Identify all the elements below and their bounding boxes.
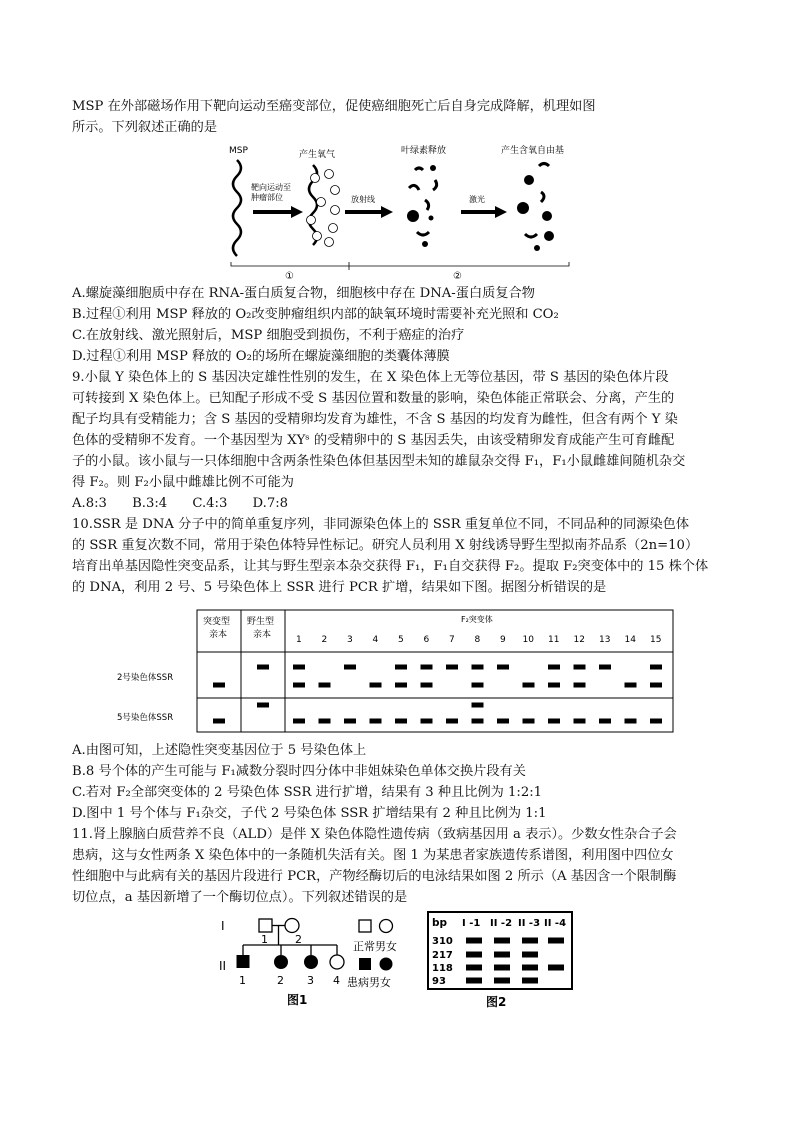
gel-band — [522, 952, 538, 958]
chlorophyll-label: 叶绿素释放 — [401, 146, 447, 156]
pedigree-ii2 — [274, 955, 288, 969]
gel-band — [522, 938, 538, 944]
gel-band — [494, 978, 510, 984]
col-f2: F₂突变体 — [461, 615, 493, 624]
col-mutant-1: 突变型 — [203, 617, 231, 627]
q9-line3: 配子均具有受精能力；含 S 基因的受精卵均发育为雄性，不含 S 基因的均发育为雌性，但含有两个 Y 染 — [72, 412, 678, 427]
q8-stem-line2: 所示。下列叙述正确的是 — [72, 120, 218, 135]
gel-size-label: 93 — [432, 976, 446, 987]
ssr-band — [370, 683, 382, 688]
q9-options: A.8:3 B.3:4 C.4:3 D.7:8 — [72, 496, 289, 511]
ssr-band — [650, 719, 662, 724]
col-wild-2: 亲本 — [253, 630, 272, 640]
ssr-band — [472, 665, 484, 670]
ssr-band — [370, 719, 382, 724]
ssr-band — [213, 719, 225, 724]
gel-lane-label: II -4 — [544, 918, 567, 929]
target-label-1: 靶向运动至 — [251, 183, 291, 192]
gel-lane-label: I -1 — [462, 918, 481, 929]
pedigree-ii3-num: 3 — [307, 974, 314, 987]
ssr-band — [497, 719, 509, 724]
gel-band — [494, 938, 510, 944]
pedigree-ii1-num: 1 — [239, 974, 246, 987]
gel-band — [466, 952, 482, 958]
fig2-caption: 图2 — [486, 995, 507, 1009]
pedigree-ii3 — [304, 955, 318, 969]
ssr-band — [650, 683, 662, 688]
msp-label: MSP — [229, 146, 248, 156]
ssr-band — [319, 683, 331, 688]
q10-line2: 的 SSR 重复次数不同，常用于染色体特异性标记。研究人员利用 X 射线诱导野生型拟南芥品系（2n=10） — [72, 538, 699, 553]
gel-band — [466, 965, 482, 971]
legend-normal-male — [359, 920, 371, 932]
q10-option-c: C.若对 F₂全部突变体的 2 号染色体 SSR 进行扩增，结果有 3 种且比例为 1:2:1 — [72, 785, 543, 800]
f2-column-number: 14 — [624, 635, 636, 645]
q11-line4: 切位点，a 基因新增了一个酶切位点）。下列叙述错误的是 — [72, 890, 408, 905]
q8-stem-line1: MSP 在外部磁场作用下靶向运动至癌变部位，促使癌细胞死亡后自身完成降解，机理如图 — [72, 99, 596, 114]
gel-size-label: 310 — [432, 936, 453, 947]
ssr-band — [319, 719, 331, 724]
ssr-band — [574, 665, 586, 670]
legend-affected-female — [380, 958, 393, 971]
gel-band — [494, 952, 510, 958]
pedigree-ii4-num: 4 — [333, 974, 340, 987]
ssr-band — [344, 665, 356, 670]
ssr-band — [344, 719, 356, 724]
q11-line1: 11.肾上腺脑白质营养不良（ALD）是伴 X 染色体隐性遗传病（致病基因用 a 表示）。少数女性杂合子会 — [72, 827, 677, 842]
ssr-band — [523, 683, 535, 688]
pedigree-ii2-num: 2 — [277, 974, 284, 987]
gel-lane-label: II -3 — [518, 918, 541, 929]
ssr-band — [293, 683, 305, 688]
ssr-band — [574, 683, 586, 688]
o2-produce-label: 产生氧气 — [299, 150, 336, 160]
q8-option-d: D.过程①利用 MSP 释放的 O₂的场所在螺旋藻细胞的类囊体薄膜 — [72, 349, 450, 364]
f2-column-number: 2 — [321, 635, 328, 645]
laser-label: 激光 — [469, 195, 485, 204]
radiation-label: 放射线 — [351, 195, 375, 204]
f2-column-number: 15 — [650, 635, 662, 645]
ssr-band — [574, 719, 586, 724]
q10-line4: 的 DNA，利用 2 号、5 号染色体上 SSR 进行 PCR 扩增，结果如下图。据图分析错误的是 — [72, 580, 607, 595]
ssr-band — [257, 703, 269, 708]
gel-band — [494, 965, 510, 971]
ssr-band — [599, 719, 611, 724]
col-mutant-2: 亲本 — [209, 630, 228, 640]
generation-2-label: II — [219, 959, 227, 973]
ssr-band — [548, 683, 560, 688]
gel-bp-label: bp — [432, 917, 448, 929]
legend-affected-label: 患病男女 — [347, 976, 391, 989]
q10-option-d: D.图中 1 号个体与 F₁杂交，子代 2 号染色体 SSR 扩增结果有 2 种且比例为 1:1 — [72, 806, 547, 821]
ssr-band — [650, 665, 662, 670]
gel-band — [522, 965, 538, 971]
row-chr2: 2号染色体SSR — [117, 673, 174, 683]
legend-normal-female — [380, 920, 393, 933]
col-wild-1: 野生型 — [247, 617, 275, 627]
pedigree-figure — [215, 910, 415, 1012]
f2-column-number: 4 — [372, 635, 379, 645]
q8-option-a: A.螺旋藻细胞质中存在 RNA-蛋白质复合物，细胞核中存在 DNA-蛋白质复合物 — [72, 286, 535, 301]
pedigree-i1 — [259, 919, 272, 932]
electrophoresis-figure — [426, 910, 576, 1012]
target-label-2: 肿瘤部位 — [251, 193, 283, 202]
q9-line4: 色体的受精卵不发育。一个基因型为 XYˢ 的受精卵中的 S 基因丢失，由该受精卵发育成能产生可育雌配 — [72, 433, 675, 448]
f2-column-number: 10 — [522, 635, 534, 645]
ssr-band — [497, 665, 509, 670]
f2-column-number: 6 — [423, 635, 430, 645]
f2-column-number: 5 — [398, 635, 404, 645]
q8-option-b: B.过程①利用 MSP 释放的 O₂改变肿瘤组织内部的缺氧环境时需要补充光照和 CO₂ — [72, 307, 559, 322]
q9-line2: 可转接到 X 染色体上。已知配子形成不受 S 基因位置和数量的影响，染色体能正常联会、分离，产生的 — [72, 391, 675, 406]
f2-column-number: 12 — [573, 635, 585, 645]
pedigree-ii4 — [330, 955, 344, 969]
f2-column-number: 8 — [474, 635, 481, 645]
ssr-band — [421, 665, 433, 670]
f2-column-number: 1 — [296, 635, 302, 645]
step1-label: ① — [285, 271, 294, 280]
gel-band — [522, 978, 538, 984]
f2-column-number: 9 — [500, 635, 506, 645]
q8-mechanism-figure — [225, 140, 575, 280]
ssr-band — [472, 719, 484, 724]
legend-normal-label: 正常男女 — [353, 940, 397, 953]
radical-label: 产生含氧自由基 — [501, 146, 565, 156]
q9-line6: 得 F₂。则 F₂小鼠中雌雄比例不可能为 — [72, 475, 294, 490]
gel-band — [548, 938, 564, 944]
ssr-band — [421, 683, 433, 688]
gel-band — [466, 978, 482, 984]
q9-line1: 9.小鼠 Y 染色体上的 S 基因决定雄性性别的发生，在 X 染色体上无等位基因，带 S 基因的染色体片段 — [72, 370, 669, 385]
ssr-band — [625, 683, 637, 688]
ssr-band — [395, 665, 407, 670]
ssr-band — [599, 665, 611, 670]
q10-option-b: B.8 号个体的产生可能与 F₁减数分裂时四分体中非姐妹染色单体交换片段有关 — [72, 764, 526, 779]
f2-column-number: 7 — [449, 635, 455, 645]
pedigree-i1-num: 1 — [261, 933, 268, 946]
ssr-band — [421, 719, 433, 724]
ssr-band — [446, 665, 458, 670]
q10-option-a: A.由图可知，上述隐性突变基因位于 5 号染色体上 — [72, 743, 367, 758]
gel-band — [548, 965, 564, 971]
q9-line5: 子的小鼠。该小鼠与一只体细胞中含两条性染色体但基因型未知的雄鼠杂交得 F₁，F₁小鼠雌雄间随机杂交 — [72, 454, 686, 469]
ssr-band — [625, 719, 637, 724]
ssr-band — [472, 703, 484, 708]
ssr-band — [548, 719, 560, 724]
ssr-band — [293, 665, 305, 670]
generation-1-label: I — [221, 919, 225, 933]
row-chr5: 5号染色体SSR — [117, 713, 174, 723]
ssr-band — [293, 719, 305, 724]
pedigree-i2-num: 2 — [295, 933, 302, 946]
ssr-band — [446, 719, 458, 724]
gel-band — [466, 938, 482, 944]
ssr-band — [548, 665, 560, 670]
pedigree-i2 — [285, 919, 299, 933]
step2-label: ② — [453, 271, 462, 280]
f2-column-number: 11 — [548, 635, 560, 645]
pedigree-ii1 — [237, 955, 250, 968]
gel-size-label: 217 — [432, 950, 453, 961]
gel-size-label: 118 — [432, 963, 453, 974]
ssr-band — [213, 683, 225, 688]
fig1-caption: 图1 — [287, 993, 308, 1007]
ssr-gel-figure — [115, 607, 675, 737]
ssr-band — [395, 683, 407, 688]
ssr-band — [395, 719, 407, 724]
legend-affected-male — [359, 958, 371, 970]
gel-lane-label: II -2 — [490, 918, 513, 929]
q11-line2: 患病，这与女性两条 X 染色体中的一条随机失活有关。图 1 为某患者家族遗传系谱图，利用图中四位女 — [72, 848, 674, 863]
ssr-band — [257, 665, 269, 670]
f2-column-number: 3 — [347, 635, 353, 645]
q11-line3: 性细胞中与此病有关的基因片段进行 PCR，产物经酶切后的电泳结果如图 2 所示（A 基因含一个限制酶 — [72, 869, 677, 884]
q10-line1: 10.SSR 是 DNA 分子中的简单重复序列，非同源染色体上的 SSR 重复单位不同，不同品种的同源染色体 — [72, 517, 690, 532]
q10-line3: 培育出单基因隐性突变品系，让其与野生型亲本杂交获得 F₁，F₁自交获得 F₂。提取 F₂突变体中的 15 株个体 — [72, 559, 709, 574]
ssr-band — [472, 683, 484, 688]
ssr-band — [523, 719, 535, 724]
f2-column-number: 13 — [599, 635, 611, 645]
q8-option-c: C.在放射线、激光照射后，MSP 细胞受到损伤，不利于癌症的治疗 — [72, 328, 465, 343]
